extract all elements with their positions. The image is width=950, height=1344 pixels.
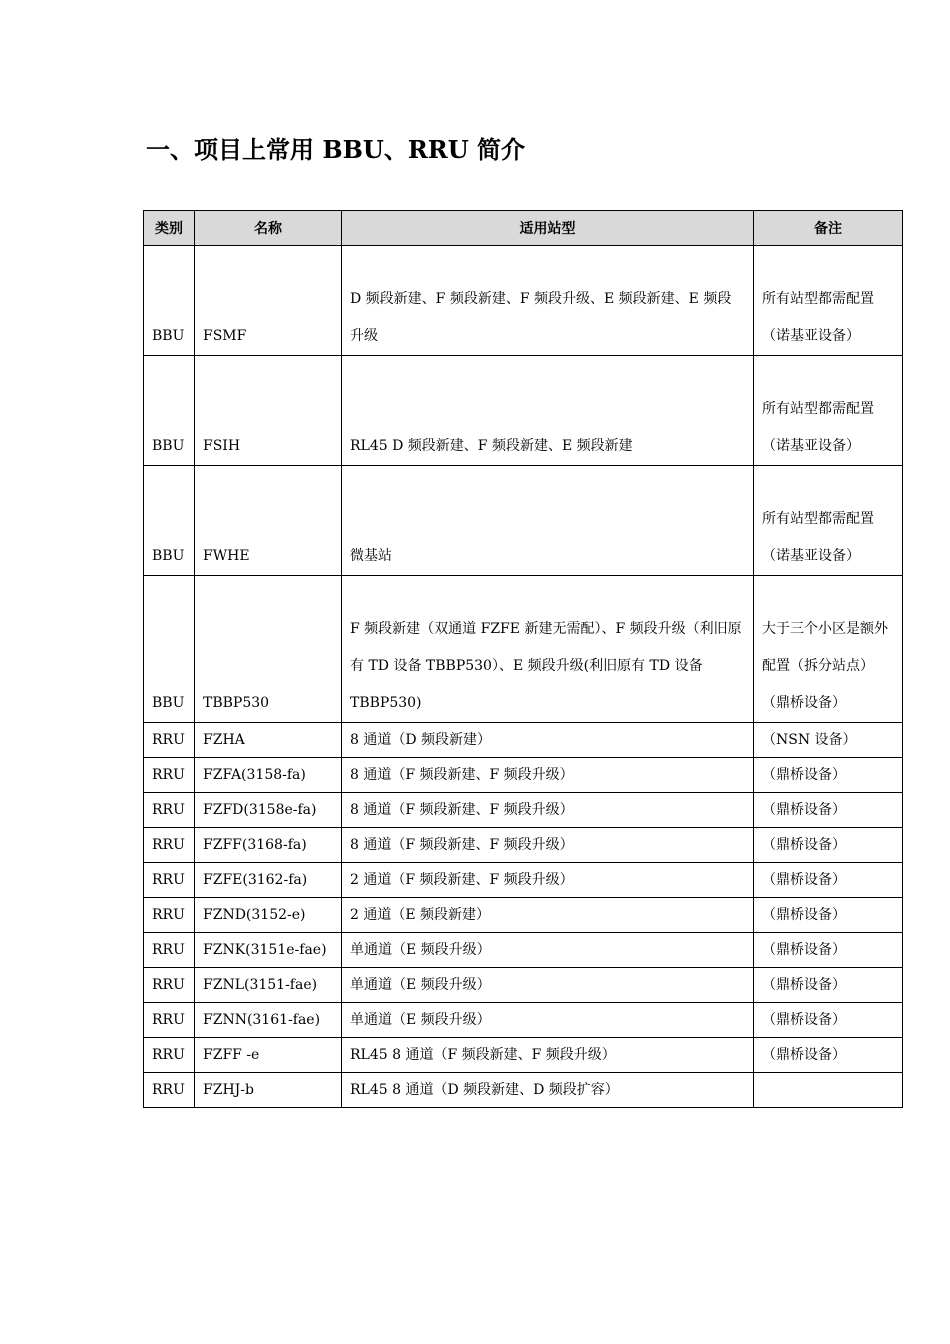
cell-site: 单通道（E 频段升级）: [342, 1003, 754, 1038]
cell-site: 2 通道（F 频段新建、F 频段升级）: [342, 863, 754, 898]
table-row: [144, 1038, 903, 1073]
cell-name: FWHE: [195, 466, 342, 576]
cell-type: RRU: [144, 793, 195, 828]
table-row: [144, 863, 903, 898]
cell-name: FSMF: [195, 246, 342, 356]
cell-type: BBU: [144, 466, 195, 576]
cell-note: （鼎桥设备）: [754, 1038, 903, 1073]
table-row: [144, 1003, 903, 1038]
cell-site: 8 通道（F 频段新建、F 频段升级）: [342, 793, 754, 828]
table-row: [144, 933, 903, 968]
cell-name: TBBP530: [195, 576, 342, 723]
cell-type: RRU: [144, 898, 195, 933]
cell-name: FZNN(3161-fae): [195, 1003, 342, 1038]
cell-site: 8 通道（F 频段新建、F 频段升级）: [342, 828, 754, 863]
cell-name: FZFF(3168-fa): [195, 828, 342, 863]
page-title: 一、项目上常用 BBU、RRU 简介: [146, 135, 526, 164]
cell-type: BBU: [144, 576, 195, 723]
cell-name: FZNL(3151-fae): [195, 968, 342, 1003]
cell-note: （鼎桥设备）: [754, 863, 903, 898]
header-type: 类别: [144, 211, 195, 246]
cell-site: 2 通道（E 频段新建）: [342, 898, 754, 933]
cell-note: （鼎桥设备）: [754, 1003, 903, 1038]
cell-type: RRU: [144, 933, 195, 968]
cell-site: 微基站: [342, 466, 754, 576]
table-row: [144, 576, 903, 723]
cell-site: 8 通道（F 频段新建、F 频段升级）: [342, 758, 754, 793]
cell-type: RRU: [144, 758, 195, 793]
cell-note: 所有站型都需配置（诺基亚设备）: [754, 356, 903, 466]
cell-name: FZFE(3162-fa): [195, 863, 342, 898]
table-row: [144, 466, 903, 576]
cell-type: RRU: [144, 1038, 195, 1073]
cell-site: 单通道（E 频段升级）: [342, 933, 754, 968]
cell-site: RL45 D 频段新建、F 频段新建、E 频段新建: [342, 356, 754, 466]
cell-site: D 频段新建、F 频段新建、F 频段升级、E 频段新建、E 频段升级: [342, 246, 754, 356]
cell-type: RRU: [144, 828, 195, 863]
cell-type: RRU: [144, 1003, 195, 1038]
cell-site: 单通道（E 频段升级）: [342, 968, 754, 1003]
cell-note: （NSN 设备）: [754, 723, 903, 758]
table-row: [144, 246, 903, 356]
cell-note: （鼎桥设备）: [754, 933, 903, 968]
cell-site: RL45 8 通道（D 频段新建、D 频段扩容）: [342, 1073, 754, 1108]
cell-site: F 频段新建（双通道 FZFE 新建无需配）、F 频段升级（利旧原有 TD 设备 TBBP530）、E 频段升级(利旧原有 TD 设备 TBBP530): [342, 576, 754, 723]
header-note: 备注: [754, 211, 903, 246]
cell-name: FZFF -e: [195, 1038, 342, 1073]
cell-type: BBU: [144, 356, 195, 466]
table-row: [144, 1073, 903, 1108]
cell-note: （鼎桥设备）: [754, 828, 903, 863]
cell-name: FZFD(3158e-fa): [195, 793, 342, 828]
header-site: 适用站型: [342, 211, 754, 246]
cell-note: [754, 1073, 903, 1108]
cell-name: FZFA(3158-fa): [195, 758, 342, 793]
cell-site: 8 通道（D 频段新建）: [342, 723, 754, 758]
header-name: 名称: [195, 211, 342, 246]
cell-name: FZHJ-b: [195, 1073, 342, 1108]
cell-site: RL45 8 通道（F 频段新建、F 频段升级）: [342, 1038, 754, 1073]
cell-name: FSIH: [195, 356, 342, 466]
cell-name: FZND(3152-e): [195, 898, 342, 933]
table-header-row: [144, 211, 903, 246]
cell-type: RRU: [144, 1073, 195, 1108]
cell-note: （鼎桥设备）: [754, 793, 903, 828]
table-row: [144, 968, 903, 1003]
table-row: [144, 898, 903, 933]
cell-name: FZHA: [195, 723, 342, 758]
cell-note: （鼎桥设备）: [754, 898, 903, 933]
table-row: [144, 793, 903, 828]
cell-type: RRU: [144, 863, 195, 898]
cell-note: （鼎桥设备）: [754, 758, 903, 793]
cell-type: RRU: [144, 968, 195, 1003]
cell-note: （鼎桥设备）: [754, 968, 903, 1003]
table-row: [144, 828, 903, 863]
table-row: [144, 356, 903, 466]
table-row: [144, 758, 903, 793]
table-row: [144, 723, 903, 758]
cell-note: 大于三个小区是额外配置（拆分站点）（鼎桥设备）: [754, 576, 903, 723]
cell-type: RRU: [144, 723, 195, 758]
cell-note: 所有站型都需配置（诺基亚设备）: [754, 246, 903, 356]
cell-note: 所有站型都需配置（诺基亚设备）: [754, 466, 903, 576]
bbu-rru-table: [143, 210, 903, 1108]
cell-type: BBU: [144, 246, 195, 356]
cell-name: FZNK(3151e-fae): [195, 933, 342, 968]
